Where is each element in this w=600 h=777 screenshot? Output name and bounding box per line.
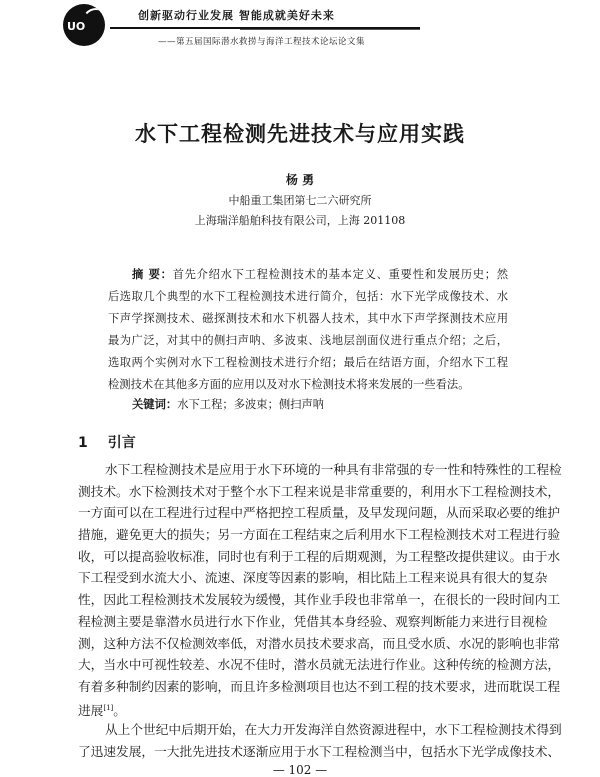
- abstract-label: 摘 要：: [132, 268, 173, 281]
- body-line: 大，当水中可视性较差、水况不佳时，潜水员就无法进行作业。这种传统的检测方法，: [78, 657, 561, 673]
- body-text: [78, 459, 562, 763]
- body-line: 从上个世纪中后期开始，在大力开发海洋自然资源进程中，水下工程检测技术得到: [105, 722, 562, 738]
- section-heading: [78, 432, 136, 452]
- conference-logo: [63, 4, 105, 46]
- author: 杨 勇: [285, 173, 315, 187]
- body-line: 测技术。水下检测技术对于整个水下工程来说是非常重要的，利用水下工程检测技术，: [78, 483, 561, 499]
- header-proceedings: ——第五届国际潜水救捞与海洋工程技术论坛论文集: [158, 37, 366, 47]
- abstract-line: 后选取几个典型的水下工程检测技术进行简介，包括：水下光学成像技术、水: [108, 290, 508, 303]
- citation: [1]: [103, 703, 114, 712]
- abstract-line: 检测技术在其他多方面的应用以及对水下检测技术将来发展的一些看法。: [108, 378, 470, 391]
- keywords-value: 水下工程；多波束；侧扫声呐: [177, 398, 325, 411]
- abstract-line: 下声学探测技术、磁探测技术和水下机器人技术，其中水下声学探测技术应用: [108, 312, 508, 325]
- page-number: — 102 —: [272, 763, 328, 777]
- affiliation-1: 中船重工集团第七二六研究所: [228, 194, 372, 207]
- body-line: 进展[1]。: [78, 702, 126, 718]
- body-line: 了迅速发展，一大批先进技术逐渐应用于水下工程检测当中，包括水下光学成像技术、: [78, 743, 561, 759]
- abstract-line: 选取两个实例对水下工程检测技术进行介绍；最后在结语方面，介绍水下工程: [108, 356, 508, 369]
- section-number: 1: [78, 435, 88, 451]
- body-line: 测，这种方法不仅检测效率低，对潜水员技术要求高，而且受水质、水况的影响也非常: [78, 635, 561, 651]
- body-line: 下工程受到水流大小、流速、深度等因素的影响，相比陆上工程来说具有很大的复杂: [78, 570, 548, 586]
- abstract: [108, 264, 508, 396]
- body-line: 程检测主要是靠潜水员进行水下作业，凭借其本身经验、观察判断能力来进行目视检: [78, 613, 548, 629]
- section-title: 引言: [107, 435, 136, 451]
- body-line: 水下工程检测技术是应用于水下环境的一种具有非常强的专一性和特殊性的工程检: [105, 462, 562, 477]
- paper-title: 水下工程检测先进技术与应用实践: [135, 122, 465, 146]
- body-line: 措施，避免更大的损失；另一方面在工程结束之后利用水下工程检测技术对工程进行验: [78, 527, 561, 543]
- body-line: 一方面可以在工程进行过程中严格把控工程质量，及早发现问题，从而采取必要的维护: [78, 505, 561, 521]
- body-line: 收，可以提高验收标准，同时也有利于工程的后期观测，为工程整改提供建议。由于水: [78, 548, 561, 564]
- logo-text: UO: [67, 20, 86, 33]
- keywords: [132, 396, 324, 412]
- body-line: 性，因此工程检测技术发展较为缓慢，其作业手段也非常单一，在很长的一段时间内工: [78, 592, 561, 608]
- header-slogan: 创新驱动行业发展 智能成就美好未来: [138, 9, 335, 22]
- abstract-line: 摘 要：首先介绍水下工程检测技术的基本定义、重要性和发展历史；然: [132, 268, 508, 281]
- affiliation-2: 上海瑞洋船舶科技有限公司，上海 201108: [194, 214, 406, 227]
- body-line: 有着多种制约因素的影响，而且许多检测项目也达不到工程的技术要求，进而耽误工程: [78, 678, 561, 694]
- keywords-label: 关键词：: [132, 398, 178, 411]
- header-rule-thin: [240, 29, 420, 30]
- abstract-line: 最为广泛，对其中的侧扫声呐、多波束、浅地层剖面仪进行重点介绍；之后，: [108, 334, 508, 347]
